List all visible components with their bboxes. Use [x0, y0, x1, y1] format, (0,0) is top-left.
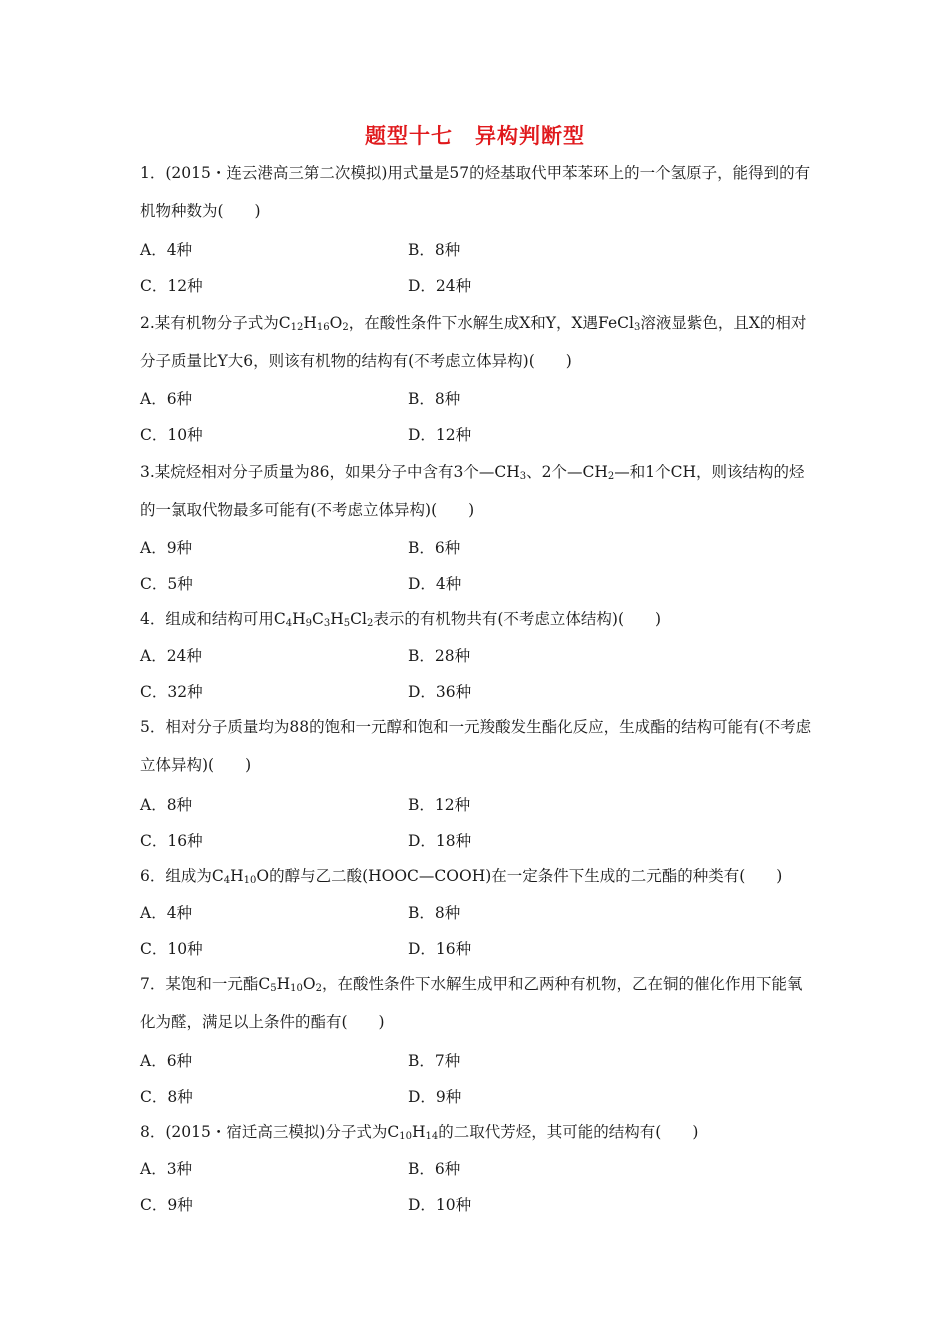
question-2-option-A: A．6种: [140, 390, 193, 408]
question-7-option-A: A．6种: [140, 1052, 193, 1070]
question-3-option-C: C．5种: [140, 575, 193, 593]
page-title: 题型十七 异构判断型: [365, 124, 585, 148]
question-8-stem: 8．(2015・宿迁高三模拟)分子式为$C_{10}H_{14}$的二取代芳烃，其可能的结构有( ): [140, 1123, 699, 1142]
question-6-options-row-2: [140, 938, 815, 960]
question-6-stem: 6．组成为$C_4H_{10}O$的醇与乙二酸(HOOC—COOH)在一定条件下生成的二元酯的种类有( ): [140, 867, 783, 886]
question-3-option-A: A．9种: [140, 539, 193, 557]
question-7-options-row-2: [140, 1086, 815, 1108]
question-2-option-C: C．10种: [140, 426, 203, 444]
question-8-option-C: C．9种: [140, 1196, 193, 1214]
question-1-option-B: B．8种: [408, 241, 461, 259]
question-7-stem: 7．某饱和一元酯$C_5H_{10}O_2$，在酸性条件下水解生成甲和乙两种有机物，乙在铜的催化作用下能氧化为醛，满足以上条件的酯有( ): [140, 975, 803, 1031]
question-4-option-C: C．32种: [140, 683, 203, 701]
question-4-option-B: B．28种: [408, 647, 471, 665]
question-1-option-C: C．12种: [140, 277, 203, 295]
question-4-option-A: A．24种: [140, 647, 202, 665]
question-6-option-D: D．16种: [408, 940, 472, 958]
question-7-option-D: D．9种: [408, 1088, 462, 1106]
question-7-option-C: C．8种: [140, 1088, 193, 1106]
question-6-options-row-1: [140, 902, 815, 924]
question-8-options-row-1: [140, 1158, 815, 1180]
question-2-option-D: D．12种: [408, 426, 472, 444]
question-8-option-B: B．6种: [408, 1160, 461, 1178]
question-5-option-B: B．12种: [408, 796, 471, 814]
question-7-options-row-1: [140, 1050, 815, 1072]
question-2-options-row-1: [140, 388, 815, 410]
question-5-option-C: C．16种: [140, 832, 203, 850]
question-6-option-B: B．8种: [408, 904, 461, 922]
question-7-option-B: B．7种: [408, 1052, 461, 1070]
question-5-options-row-1: [140, 794, 815, 816]
question-1-options-row-1: [140, 239, 815, 261]
question-2-option-B: B．8种: [408, 390, 461, 408]
question-2-options-row-2: [140, 424, 815, 446]
question-6-option-C: C．10种: [140, 940, 203, 958]
question-3-option-D: D．4种: [408, 575, 462, 593]
question-8-option-D: D．10种: [408, 1196, 472, 1214]
question-4-option-D: D．36种: [408, 683, 472, 701]
question-5-options-row-2: [140, 830, 815, 852]
question-2-stem: 2.某有机物分子式为$C_{12}H_{16}O_2$，在酸性条件下水解生成X和Y，X遇FeCl$_3$溶液显紫色，且X的相对分子质量比Y大6，则该有机物的结构有(不考虑立体异构)( ): [140, 314, 807, 370]
question-8-options-row-2: [140, 1194, 815, 1216]
question-1-options-row-2: [140, 275, 815, 297]
question-1-option-D: D．24种: [408, 277, 472, 295]
question-5-option-D: D．18种: [408, 832, 472, 850]
question-8-option-A: A．3种: [140, 1160, 193, 1178]
question-1-option-A: A．4种: [140, 241, 193, 259]
question-1-stem: 1．(2015・连云港高三第二次模拟)用式量是57的烃基取代甲苯苯环上的一个氢原子，能得到的有机物种数为( ): [140, 164, 811, 220]
question-6-option-A: A．4种: [140, 904, 193, 922]
question-4-options-row-2: [140, 681, 815, 703]
question-4-options-row-1: [140, 645, 815, 667]
question-3-options-row-1: [140, 537, 815, 559]
question-4-stem: 4．组成和结构可用$C_4H_9C_3H_5Cl_2$表示的有机物共有(不考虑立体结构)( ): [140, 610, 662, 629]
question-5-option-A: A．8种: [140, 796, 193, 814]
question-3-stem: 3.某烷烃相对分子质量为86，如果分子中含有3个$—CH_3$、2个$—CH_2—$和1个CH，则该结构的烃的一氯取代物最多可能有(不考虑立体异构)( ): [140, 463, 805, 519]
question-5-stem: 5．相对分子质量均为88的饱和一元醇和饱和一元羧酸发生酯化反应，生成酯的结构可能有(不考虑立体异构)( ): [140, 718, 812, 774]
question-3-options-row-2: [140, 573, 815, 595]
question-3-option-B: B．6种: [408, 539, 461, 557]
